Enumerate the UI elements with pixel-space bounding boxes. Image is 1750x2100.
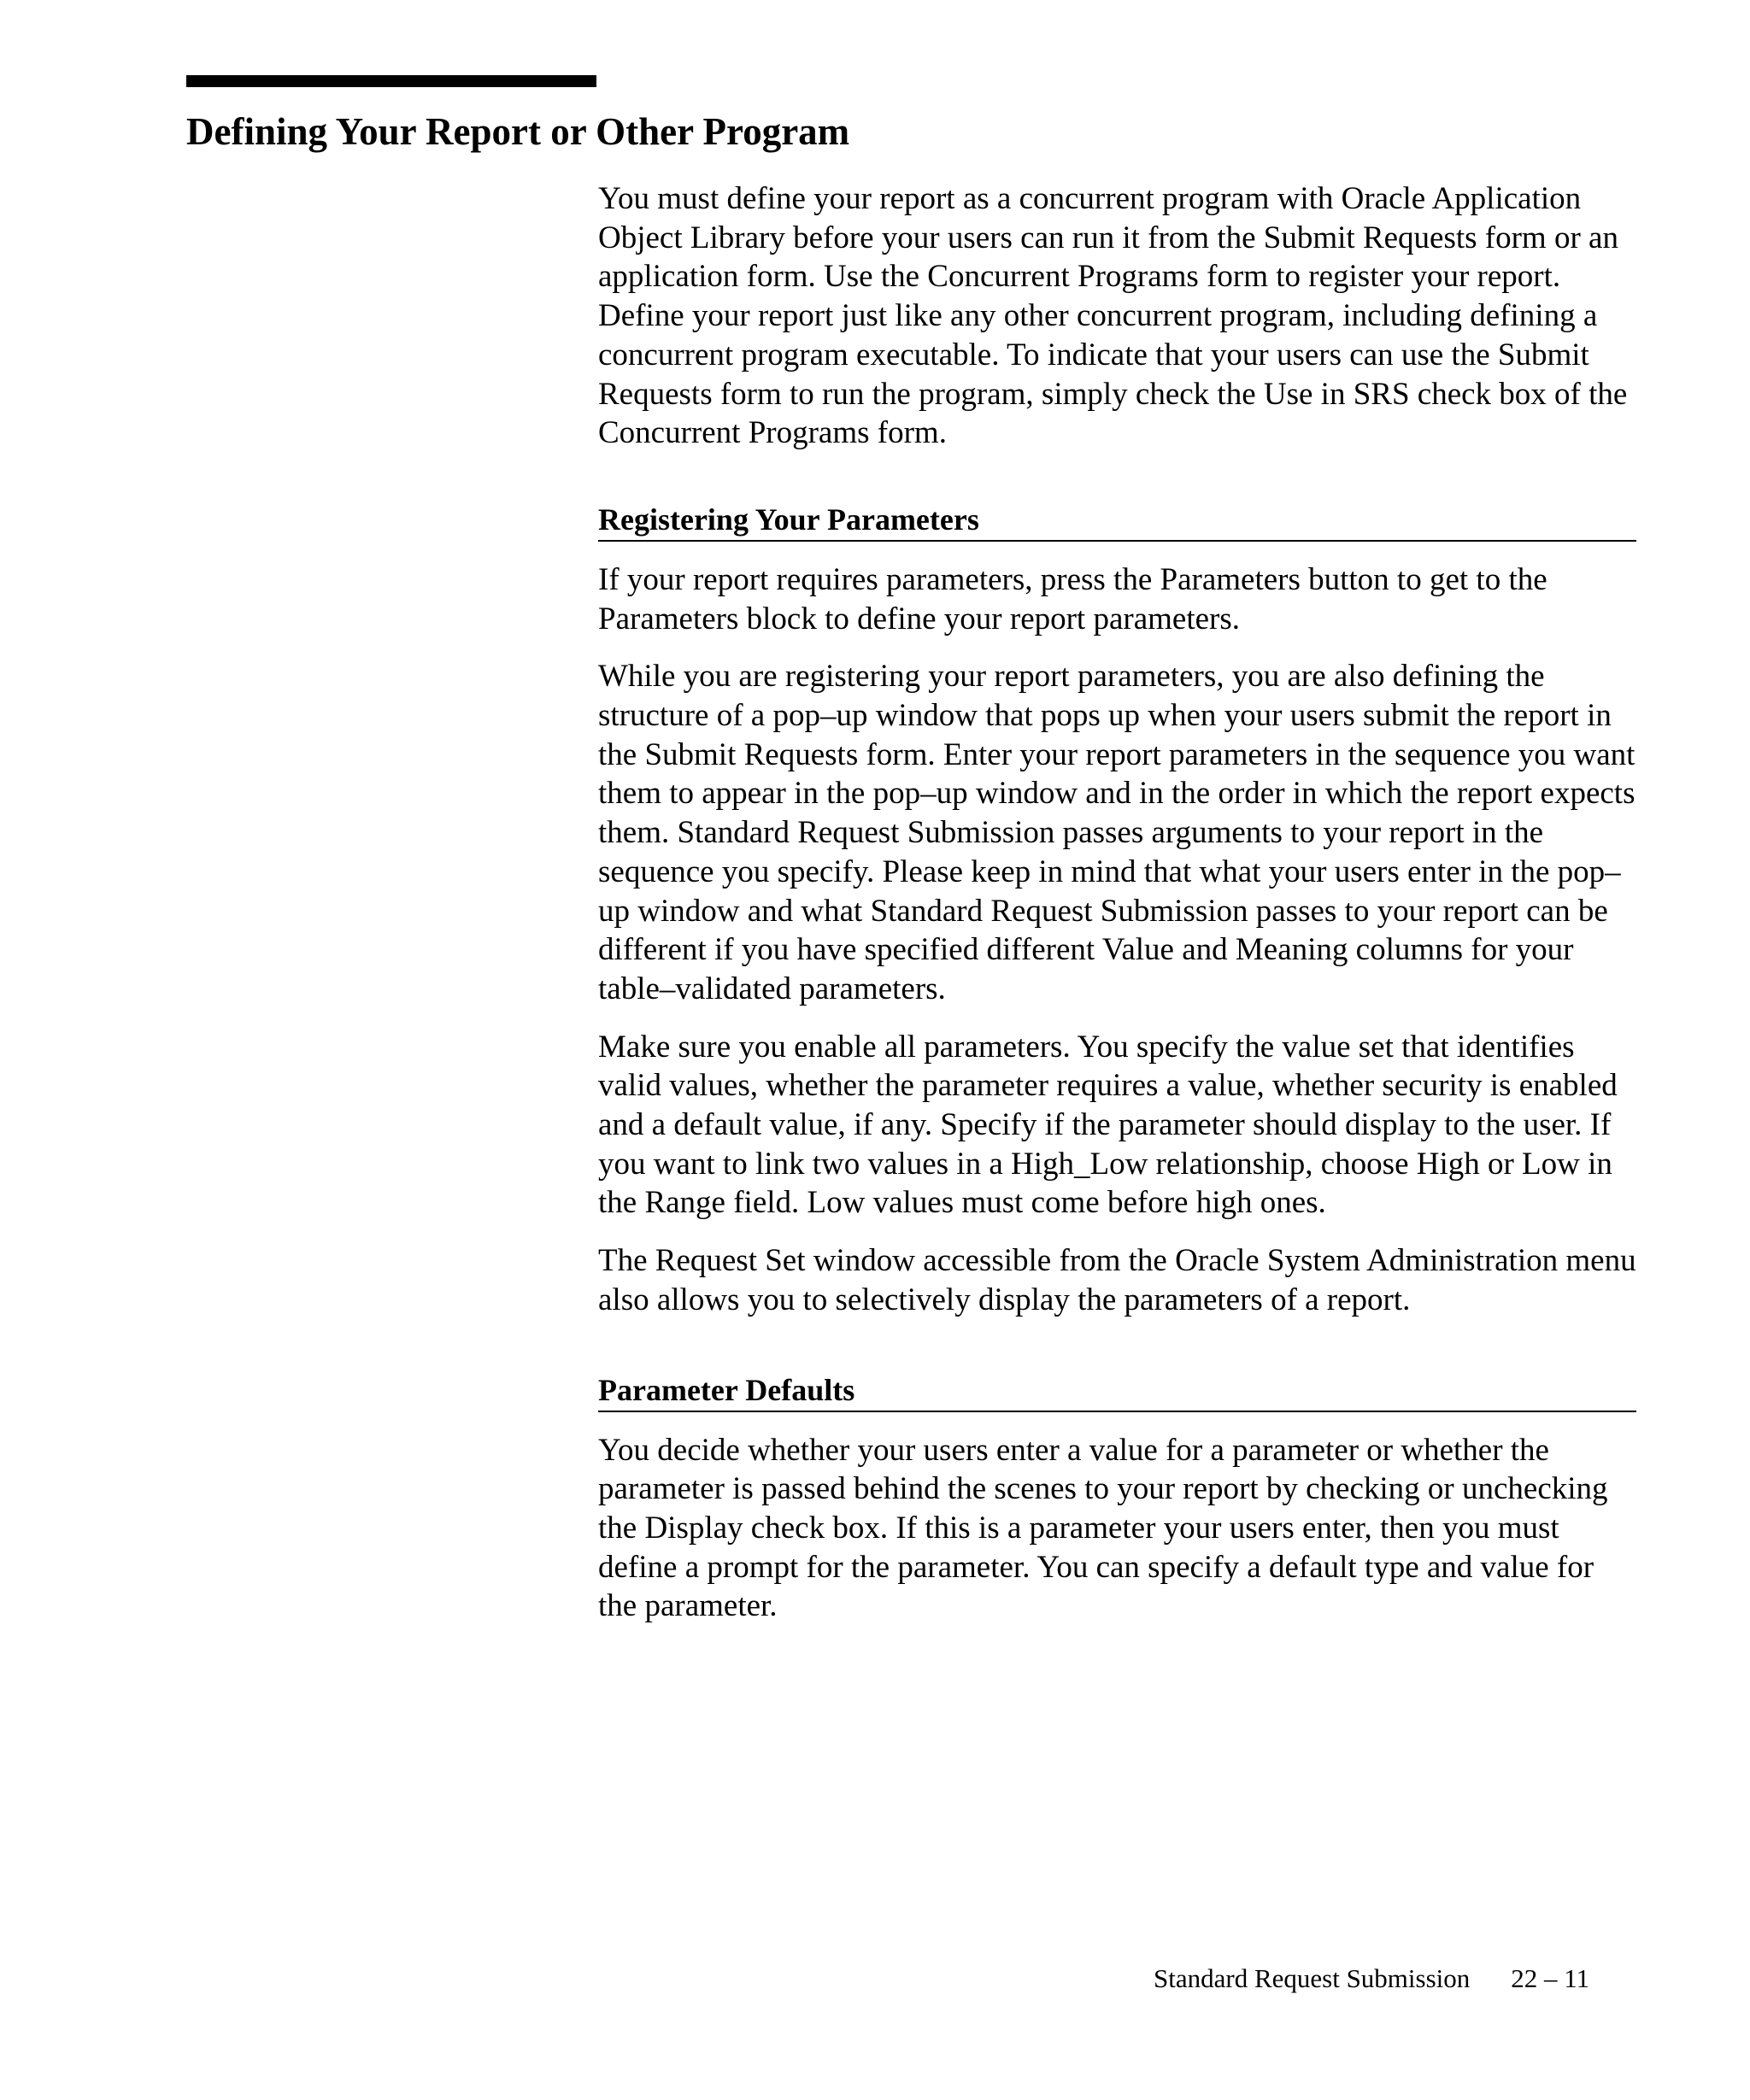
- section-top-rule: [186, 75, 596, 87]
- parameter-defaults-heading: Parameter Defaults: [598, 1371, 1636, 1412]
- page-footer: [1154, 1962, 1589, 1996]
- registering-parameters-heading: Registering Your Parameters: [598, 501, 1636, 542]
- registering-paragraph-1: If your report requires parameters, press the Parameters button to get to the Parameters block to define your report parameters.: [598, 561, 1547, 636]
- footer-page-number: 22 – 11: [1511, 1963, 1590, 1993]
- section-title: Defining Your Report or Other Program: [186, 110, 850, 153]
- registering-paragraph-4: The Request Set window accessible from the Oracle System Administration menu also allows you to selectively display the parameters of a report.: [598, 1243, 1636, 1317]
- intro-paragraph: You must define your report as a concurrent program with Oracle Application Object Library before your users can run it from the Submit Requests form or an application form. Use the Concurrent Programs form to register your report. Define your report just like any other concurrent program, including defining a concurrent program executable. To indicate that your users can use the Submit Requests form to run the program, simply check the Use in SRS check box of the Concurrent Programs form.: [598, 181, 1628, 451]
- registering-paragraph-3: Make sure you enable all parameters. You specify the value set that identifies valid values, whether the parameter requires a value, whether security is enabled and a default value, if any. Specify if the parameter should display to the user. If you want to link two values in a High_Low relationship, choose High or Low in the Range field. Low values must come before high ones.: [598, 1029, 1618, 1221]
- registering-paragraph-2: While you are registering your report parameters, you are also defining the structure of a pop–up window that pops up when your users submit the report in the Submit Requests form. Enter your report parameters in the sequence you want them to appear in the pop–up window and in the order in which the report expects them. Standard Request Submission passes arguments to your report in the sequence you specify. Please keep in mind that what your users enter in the pop–up window and what Standard Request Submission passes to your report can be different if you have specified different Value and Meaning columns for your table–validated parameters.: [598, 659, 1635, 1006]
- defaults-paragraph-1: You decide whether your users enter a value for a parameter or whether the parameter is passed behind the scenes to your report by checking or unchecking the Display check box. If this is a parameter your users enter, then you must define a prompt for the parameter. You can specify a default type and value for the parameter.: [598, 1432, 1608, 1624]
- main-content: [598, 179, 1636, 1645]
- footer-book-title: Standard Request Submission: [1154, 1963, 1471, 1993]
